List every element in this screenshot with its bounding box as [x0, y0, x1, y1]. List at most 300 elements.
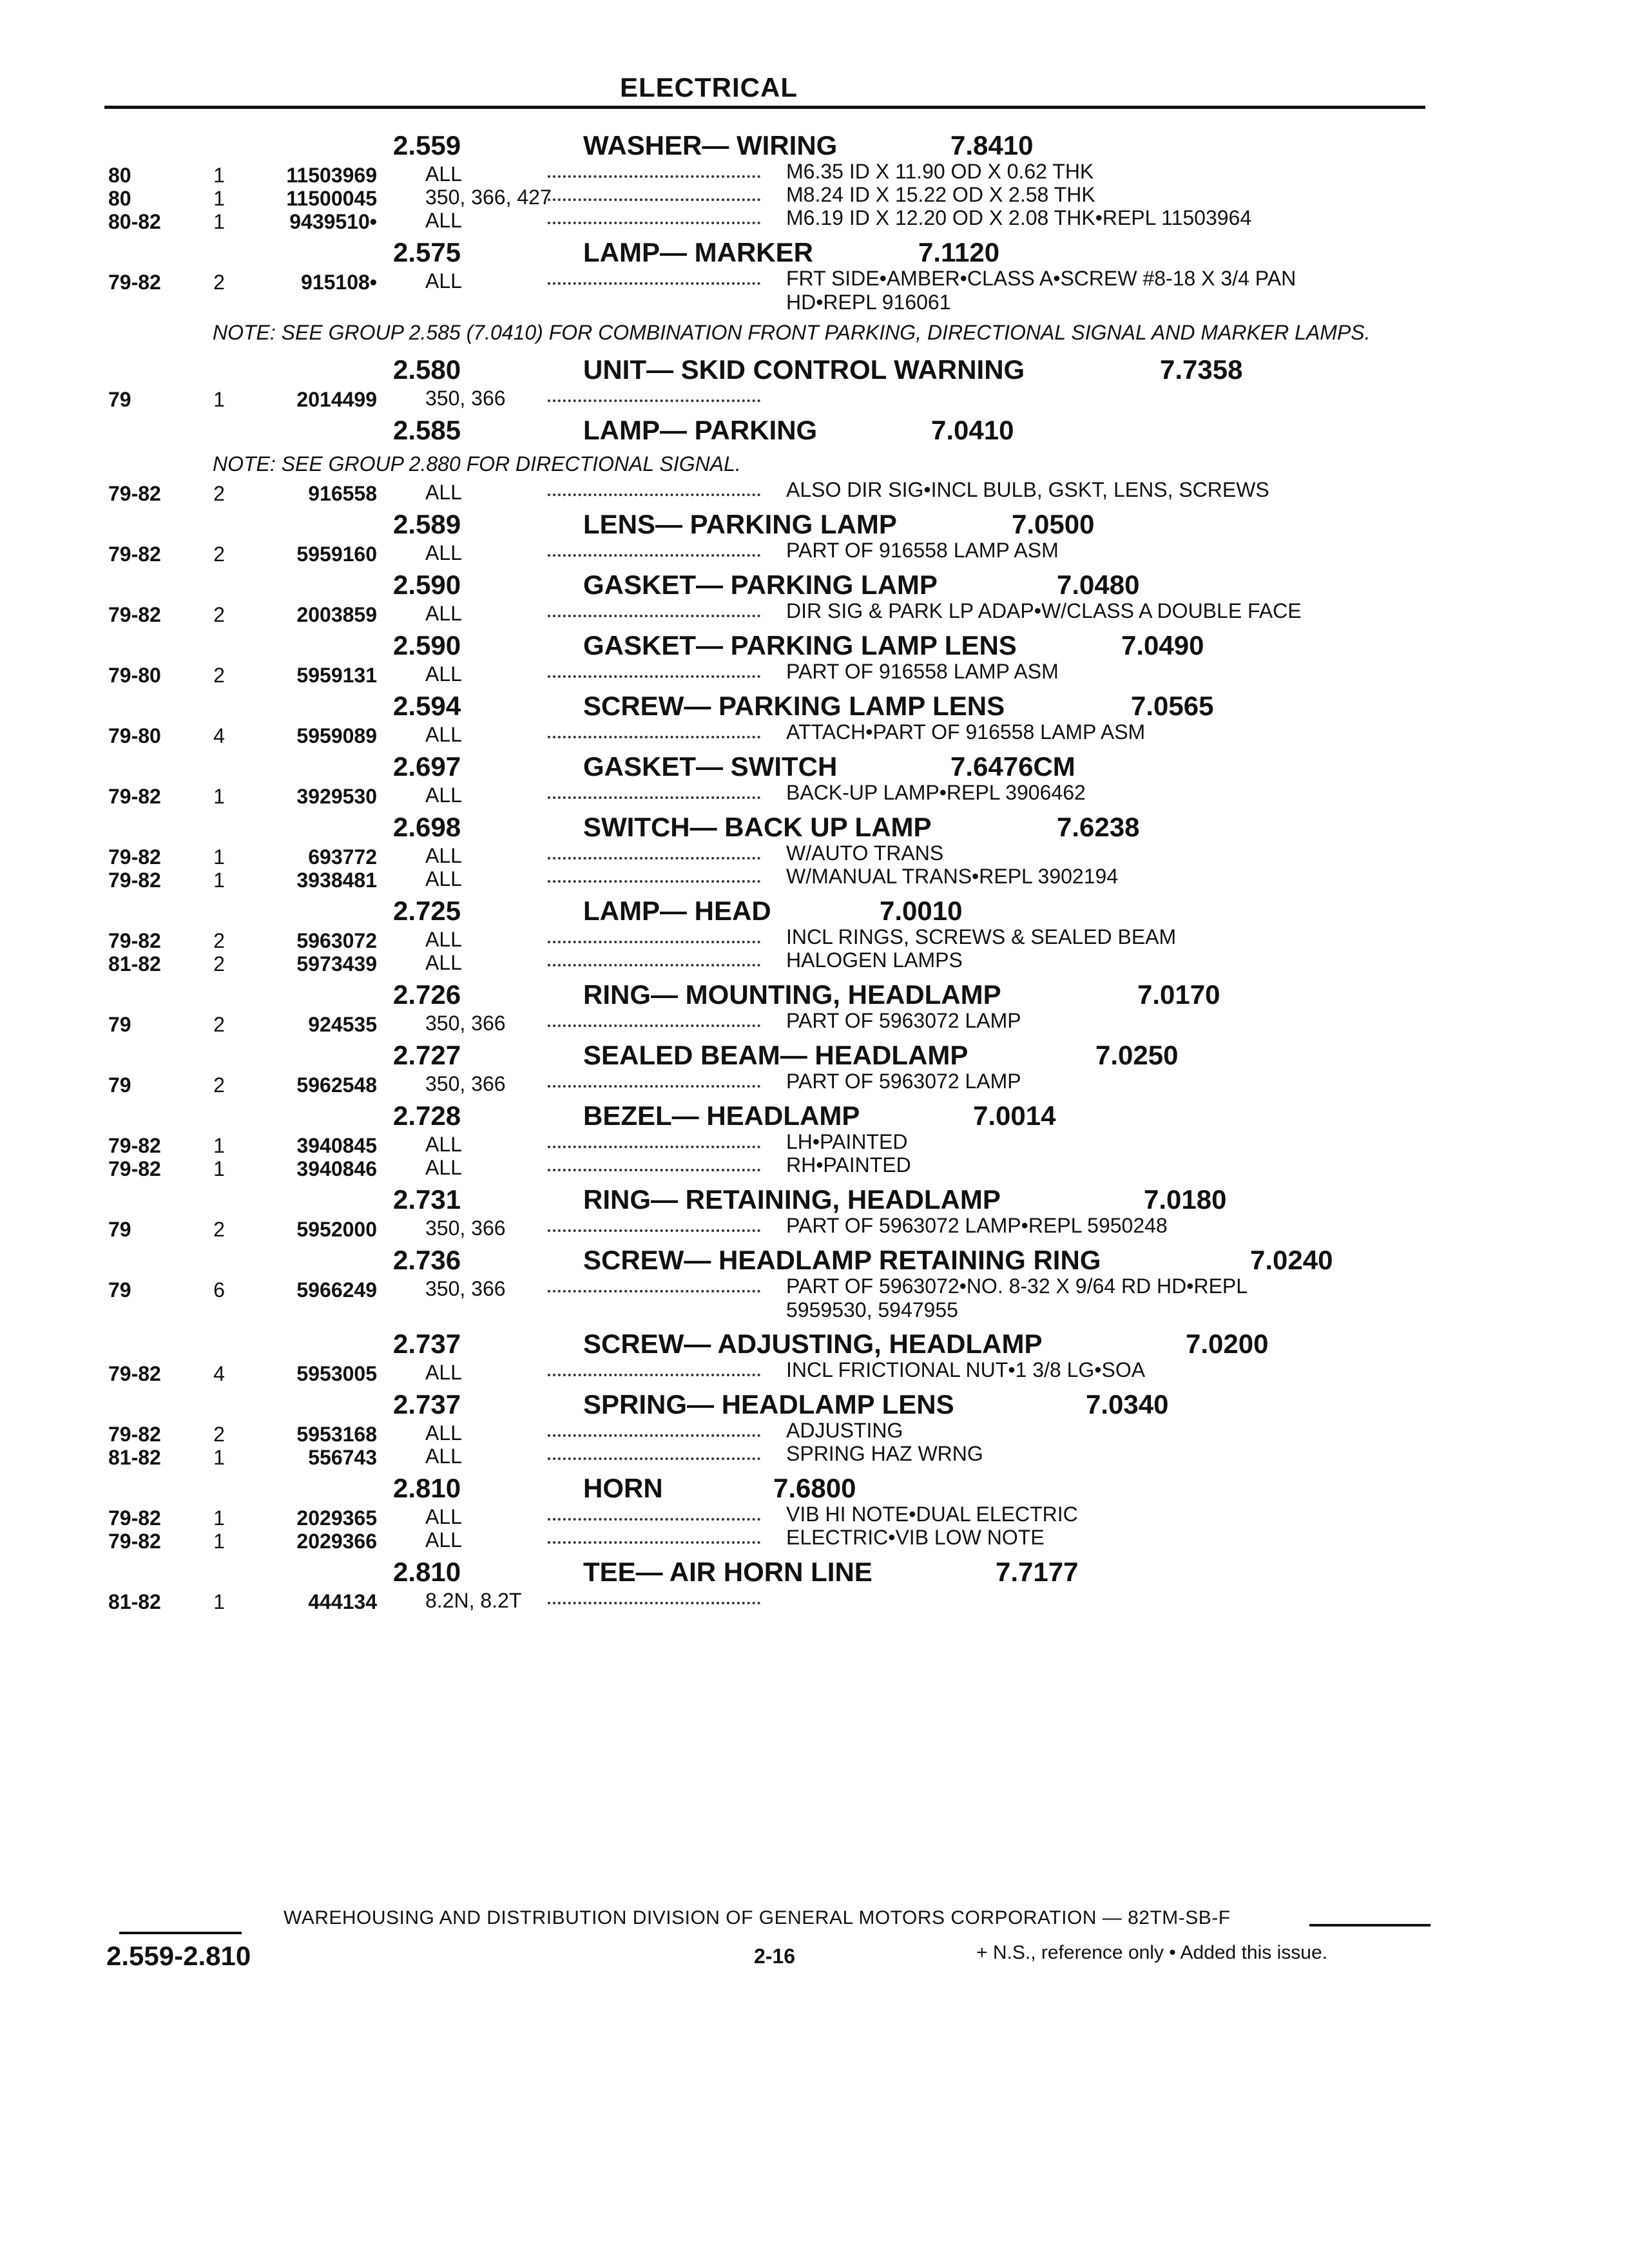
parts-group: [0, 1093, 1629, 1180]
group-heading: [0, 622, 1629, 660]
quantity: 2: [213, 929, 225, 952]
parts-group: [0, 122, 1629, 233]
model-years: 79-82: [108, 869, 161, 892]
leader-dots: [548, 1457, 760, 1460]
parts-group: [0, 229, 1629, 347]
group-heading: [0, 744, 1629, 781]
application: 8.2N, 8.2T: [425, 1589, 522, 1612]
model-years: 79-82: [108, 1134, 161, 1157]
part-row: [0, 1070, 1629, 1097]
parts-list: [0, 122, 1629, 1613]
group-name: SEALED BEAM— HEADLAMP: [583, 1040, 969, 1070]
quantity: 2: [213, 1073, 225, 1097]
leader-dots: [548, 494, 760, 496]
description: [786, 183, 1095, 207]
application: ALL: [425, 783, 462, 807]
group-heading: [0, 562, 1629, 599]
parts-group: [0, 1177, 1629, 1241]
model-years: 79-82: [108, 785, 161, 808]
leader-dots: [548, 1085, 760, 1088]
group-name: HORN: [583, 1473, 663, 1503]
group-number: 2.559: [393, 130, 461, 160]
group-number: 2.589: [393, 509, 461, 539]
group-name: TEE— AIR HORN LINE: [583, 1557, 872, 1587]
part-row: [0, 1358, 1629, 1385]
group-name: SWITCH— BACK UP LAMP: [583, 812, 932, 842]
part-row: [0, 948, 1629, 975]
model-years: 79-82: [108, 1530, 161, 1553]
group-name: SCREW— PARKING LAMP LENS: [583, 691, 1005, 721]
part-row: [0, 1503, 1629, 1530]
quantity: 1: [213, 1134, 225, 1157]
group-number: 2.810: [393, 1473, 461, 1503]
quantity: 2: [213, 271, 225, 294]
group-heading: [0, 229, 1629, 267]
parts-group: [0, 888, 1629, 975]
description: [786, 865, 1118, 889]
leader-dots: [548, 1169, 760, 1171]
description: [786, 1153, 911, 1177]
part-number: 3940846: [296, 1157, 377, 1180]
description: [786, 1274, 1248, 1322]
model-years: 79: [108, 1073, 131, 1097]
part-row: [0, 1419, 1629, 1446]
application: ALL: [425, 928, 462, 951]
leader-dots: [548, 1434, 760, 1437]
part-row: [0, 865, 1629, 892]
group-heading: [0, 1381, 1629, 1419]
quantity: 4: [213, 1362, 225, 1385]
parts-group: [0, 1381, 1629, 1469]
description: [786, 1419, 903, 1443]
part-row: [0, 160, 1629, 187]
parts-group: [0, 1237, 1629, 1321]
group-code: 7.1120: [918, 237, 1000, 267]
model-years: 81-82: [108, 1446, 161, 1469]
part-row: [0, 1153, 1629, 1180]
leader-dots: [548, 675, 760, 678]
group-code: 7.0180: [1144, 1184, 1227, 1215]
part-number: 3929530: [296, 785, 377, 808]
model-years: 79-82: [108, 1362, 161, 1385]
application: ALL: [425, 1133, 462, 1156]
description-line: HD•REPL 916061: [786, 291, 951, 314]
leader-dots: [548, 1229, 760, 1232]
part-number: 2029365: [296, 1506, 377, 1530]
group-code: 7.0170: [1137, 979, 1220, 1010]
part-row: [0, 206, 1629, 233]
quantity: 2: [213, 603, 225, 626]
part-row: [0, 841, 1629, 869]
leader-dots: [548, 399, 760, 402]
quantity: 2: [213, 1013, 225, 1036]
group-number: 2.580: [393, 354, 461, 385]
parts-group: [0, 804, 1629, 892]
quantity: 1: [213, 388, 225, 411]
group-number: 2.736: [393, 1245, 461, 1275]
group-name: RING— MOUNTING, HEADLAMP: [583, 979, 1001, 1010]
group-number: 2.727: [393, 1040, 461, 1070]
part-row: [0, 183, 1629, 210]
group-heading: [0, 1177, 1629, 1214]
group-number: 2.697: [393, 751, 461, 782]
group-name: GASKET— SWITCH: [583, 751, 838, 782]
part-row: [0, 660, 1629, 687]
group-code: 7.0010: [880, 896, 963, 926]
parts-group: [0, 501, 1629, 566]
application: ALL: [425, 1528, 462, 1552]
parts-group: [0, 972, 1629, 1036]
model-years: 79-80: [108, 664, 161, 687]
quantity: 1: [213, 1530, 225, 1553]
group-name: SCREW— ADJUSTING, HEADLAMP: [583, 1329, 1043, 1359]
quantity: 2: [213, 664, 225, 687]
description: [786, 1130, 907, 1154]
description-line: PART OF 5963072 LAMP: [786, 1009, 1021, 1032]
parts-group: [0, 1549, 1629, 1613]
description-line: PART OF 5963072•NO. 8-32 X 9/64 RD HD•REPL: [786, 1274, 1248, 1298]
quantity: 2: [213, 1218, 225, 1241]
part-row: [0, 1274, 1629, 1321]
description-line: ADJUSTING: [786, 1419, 903, 1442]
description: [786, 1358, 1145, 1382]
part-number: 11503969: [286, 164, 377, 187]
description: [786, 267, 1296, 314]
group-name: LAMP— HEAD: [583, 896, 771, 926]
parts-group: [0, 683, 1629, 747]
part-row: [0, 1586, 1629, 1613]
leader-dots: [548, 857, 760, 860]
part-row: [0, 1130, 1629, 1157]
group-code: 7.8410: [950, 130, 1034, 160]
parts-group: [0, 407, 1629, 505]
description-line: ATTACH•PART OF 916558 LAMP ASM: [786, 720, 1146, 744]
group-code: 7.0500: [1012, 509, 1095, 539]
parts-group: [0, 622, 1629, 687]
description: [786, 478, 1269, 502]
group-code: 7.6476CM: [950, 751, 1075, 782]
quantity: 6: [213, 1278, 225, 1302]
part-number: 5962548: [296, 1073, 377, 1097]
application: ALL: [425, 662, 462, 686]
application: ALL: [425, 1156, 462, 1179]
part-row: [0, 539, 1629, 566]
parts-group: [0, 744, 1629, 808]
group-name: LAMP— PARKING: [583, 415, 818, 445]
description: [786, 1526, 1045, 1550]
part-number: 2029366: [296, 1530, 377, 1553]
part-number: 5959131: [296, 664, 377, 687]
group-code: 7.7177: [996, 1557, 1079, 1587]
parts-group: [0, 347, 1629, 411]
part-number: 5966249: [296, 1278, 377, 1302]
description: [786, 1214, 1168, 1238]
model-years: 79: [108, 1013, 131, 1036]
description: [786, 841, 943, 865]
part-number: 11500045: [286, 187, 377, 210]
note-text: NOTE: SEE GROUP 2.880 FOR DIRECTIONAL SIGNAL.: [213, 452, 741, 476]
description-line: W/MANUAL TRANS•REPL 3902194: [786, 865, 1119, 888]
quantity: 4: [213, 724, 225, 747]
group-number: 2.585: [393, 415, 461, 445]
application: ALL: [425, 602, 462, 625]
group-name: GASKET— PARKING LAMP: [583, 570, 938, 600]
application: 350, 366, 427: [425, 186, 552, 209]
quantity: 1: [213, 1446, 225, 1469]
quantity: 1: [213, 1590, 225, 1613]
application: 350, 366: [425, 387, 506, 410]
application: ALL: [425, 723, 462, 746]
footer-legend: + N.S., reference only • Added this issue.: [976, 1942, 1327, 1963]
group-heading: [0, 683, 1629, 720]
leader-dots: [548, 1146, 760, 1148]
part-row: [0, 925, 1629, 952]
description-line: M8.24 ID X 15.22 OD X 2.58 THK: [786, 183, 1095, 206]
group-heading: [0, 122, 1629, 160]
group-heading: [0, 1321, 1629, 1358]
model-years: 79-82: [108, 603, 161, 626]
part-row: [0, 1526, 1629, 1553]
footer-group-range: 2.559-2.810: [106, 1941, 251, 1971]
description: [786, 925, 1176, 949]
quantity: 1: [213, 869, 225, 892]
leader-dots: [548, 1602, 760, 1604]
group-number: 2.726: [393, 979, 461, 1010]
part-row: [0, 267, 1629, 313]
group-code: 7.6800: [773, 1473, 856, 1503]
description: [786, 781, 1086, 805]
quantity: 1: [213, 164, 225, 187]
part-number: 924535: [308, 1013, 377, 1036]
model-years: 79: [108, 388, 131, 411]
model-years: 80-82: [108, 210, 161, 233]
model-years: 79-82: [108, 1157, 161, 1180]
group-code: 7.7358: [1160, 354, 1243, 385]
group-note: [0, 313, 1629, 347]
group-name: GASKET— PARKING LAMP LENS: [583, 630, 1017, 660]
part-row: [0, 384, 1629, 411]
quantity: 2: [213, 1423, 225, 1446]
group-heading: [0, 1237, 1629, 1274]
leader-dots: [548, 880, 760, 883]
part-row: [0, 1009, 1629, 1036]
part-number: 2014499: [296, 388, 377, 411]
group-number: 2.737: [393, 1329, 461, 1359]
description-line: W/AUTO TRANS: [786, 841, 944, 865]
leader-dots: [548, 1541, 760, 1544]
application: ALL: [425, 1505, 462, 1528]
group-heading: [0, 407, 1629, 445]
part-number: 5959160: [296, 543, 377, 566]
group-code: 7.0250: [1095, 1040, 1179, 1070]
application: ALL: [425, 951, 462, 974]
group-code: 7.0340: [1086, 1389, 1169, 1419]
group-heading: [0, 972, 1629, 1009]
group-code: 7.0565: [1131, 691, 1214, 721]
application: 350, 366: [425, 1072, 506, 1095]
part-number: 556743: [308, 1446, 377, 1469]
description-line: M6.19 ID X 12.20 OD X 2.08 THK•REPL 11503964: [786, 206, 1252, 229]
application: ALL: [425, 541, 462, 564]
description-line: M6.35 ID X 11.90 OD X 0.62 THK: [786, 160, 1094, 183]
leader-dots: [548, 554, 760, 557]
description-line: HALOGEN LAMPS: [786, 948, 963, 972]
application: 350, 366: [425, 1277, 506, 1300]
model-years: 79: [108, 1278, 131, 1302]
quantity: 1: [213, 1506, 225, 1530]
application: ALL: [425, 269, 462, 293]
header-rule: [104, 106, 1425, 109]
leader-dots: [548, 736, 760, 738]
part-number: 2003859: [296, 603, 377, 626]
description: [786, 1009, 1021, 1033]
quantity: 1: [213, 1157, 225, 1180]
model-years: 79-82: [108, 1423, 161, 1446]
footer-rule-left: [119, 1932, 242, 1934]
description: [786, 160, 1094, 184]
description-line: VIB HI NOTE•DUAL ELECTRIC: [786, 1503, 1078, 1526]
model-years: 79-82: [108, 929, 161, 952]
application: 350, 366: [425, 1012, 506, 1035]
parts-group: [0, 1321, 1629, 1385]
group-name: SPRING— HEADLAMP LENS: [583, 1389, 954, 1419]
group-heading: [0, 347, 1629, 384]
part-number: 5952000: [296, 1218, 377, 1241]
description-line: FRT SIDE•AMBER•CLASS A•SCREW #8-18 X 3/4 PAN: [786, 267, 1296, 290]
parts-group: [0, 1032, 1629, 1097]
part-number: 915108•: [301, 271, 377, 294]
model-years: 79-82: [108, 845, 161, 869]
description-line: PART OF 916558 LAMP ASM: [786, 539, 1059, 562]
description: [786, 539, 1059, 562]
part-number: 5959089: [296, 724, 377, 747]
model-years: 79-82: [108, 482, 161, 505]
part-number: 444134: [308, 1590, 377, 1613]
application: ALL: [425, 1445, 462, 1468]
group-number: 2.590: [393, 630, 461, 660]
description-line: RH•PAINTED: [786, 1153, 911, 1177]
part-number: 5973439: [296, 952, 377, 975]
group-code: 7.6238: [1057, 812, 1140, 842]
group-name: UNIT— SKID CONTROL WARNING: [583, 354, 1025, 385]
part-number: 3940845: [296, 1134, 377, 1157]
description: [786, 1070, 1021, 1093]
leader-dots: [548, 1518, 760, 1521]
description: [786, 948, 963, 972]
group-code: 7.0410: [931, 415, 1014, 445]
model-years: 80: [108, 187, 131, 210]
parts-group: [0, 562, 1629, 626]
description-line: BACK-UP LAMP•REPL 3906462: [786, 781, 1086, 804]
group-note: [0, 445, 1629, 478]
leader-dots: [548, 1290, 760, 1293]
description-line: LH•PAINTED: [786, 1130, 908, 1153]
description-line: PART OF 5963072 LAMP: [786, 1070, 1021, 1093]
part-number: 5953168: [296, 1423, 377, 1446]
quantity: 1: [213, 210, 225, 233]
group-heading: [0, 1032, 1629, 1070]
application: ALL: [425, 1361, 462, 1384]
group-number: 2.810: [393, 1557, 461, 1587]
group-name: RING— RETAINING, HEADLAMP: [583, 1184, 1001, 1215]
leader-dots: [548, 1374, 760, 1376]
leader-dots: [548, 964, 760, 966]
group-heading: [0, 888, 1629, 925]
application: ALL: [425, 162, 462, 186]
part-row: [0, 1442, 1629, 1469]
quantity: 2: [213, 482, 225, 505]
group-code: 7.0480: [1057, 570, 1140, 600]
description-line: INCL RINGS, SCREWS & SEALED BEAM: [786, 925, 1177, 948]
group-number: 2.731: [393, 1184, 461, 1215]
application: 350, 366: [425, 1216, 506, 1240]
description: [786, 1503, 1078, 1526]
part-row: [0, 478, 1629, 505]
description-line: 5959530, 5947955: [786, 1298, 958, 1321]
description-line: PART OF 916558 LAMP ASM: [786, 660, 1059, 683]
model-years: 79-80: [108, 724, 161, 747]
group-heading: [0, 1549, 1629, 1586]
group-number: 2.590: [393, 570, 461, 600]
leader-dots: [548, 1024, 760, 1027]
model-years: 79-82: [108, 1506, 161, 1530]
leader-dots: [548, 198, 760, 201]
part-number: 916558: [308, 482, 377, 505]
model-years: 81-82: [108, 952, 161, 975]
group-code: 7.0490: [1121, 630, 1204, 660]
group-number: 2.737: [393, 1389, 461, 1419]
description: [786, 1442, 983, 1466]
group-code: 7.0014: [973, 1100, 1056, 1131]
application: ALL: [425, 209, 462, 232]
model-years: 79-82: [108, 271, 161, 294]
group-name: BEZEL— HEADLAMP: [583, 1100, 860, 1131]
part-number: 3938481: [296, 869, 377, 892]
part-row: [0, 781, 1629, 808]
group-heading: [0, 1465, 1629, 1503]
group-number: 2.728: [393, 1100, 461, 1131]
group-heading: [0, 501, 1629, 539]
leader-dots: [548, 282, 760, 285]
quantity: 1: [213, 845, 225, 869]
quantity: 2: [213, 952, 225, 975]
model-years: 80: [108, 164, 131, 187]
description-line: SPRING HAZ WRNG: [786, 1442, 983, 1465]
application: ALL: [425, 844, 462, 867]
model-years: 79-82: [108, 543, 161, 566]
application: ALL: [425, 1421, 462, 1445]
group-heading: [0, 1093, 1629, 1130]
group-name: LAMP— MARKER: [583, 237, 813, 267]
group-code: 7.0240: [1250, 1245, 1333, 1275]
description: [786, 660, 1059, 684]
group-code: 7.0200: [1186, 1329, 1269, 1359]
part-number: 9439510•: [289, 210, 377, 233]
group-number: 2.725: [393, 896, 461, 926]
description: [786, 206, 1251, 230]
quantity: 1: [213, 785, 225, 808]
group-name: LENS— PARKING LAMP: [583, 509, 897, 539]
footer-division: WAREHOUSING AND DISTRIBUTION DIVISION OF GENERAL MOTORS CORPORATION — 82TM-SB-F: [284, 1907, 1231, 1928]
group-number: 2.575: [393, 237, 461, 267]
part-row: [0, 720, 1629, 747]
group-name: WASHER— WIRING: [583, 130, 838, 160]
group-heading: [0, 804, 1629, 841]
description-line: INCL FRICTIONAL NUT•1 3/8 LG•SOA: [786, 1358, 1146, 1381]
leader-dots: [548, 222, 760, 224]
description: [786, 720, 1145, 744]
application: ALL: [425, 867, 462, 890]
